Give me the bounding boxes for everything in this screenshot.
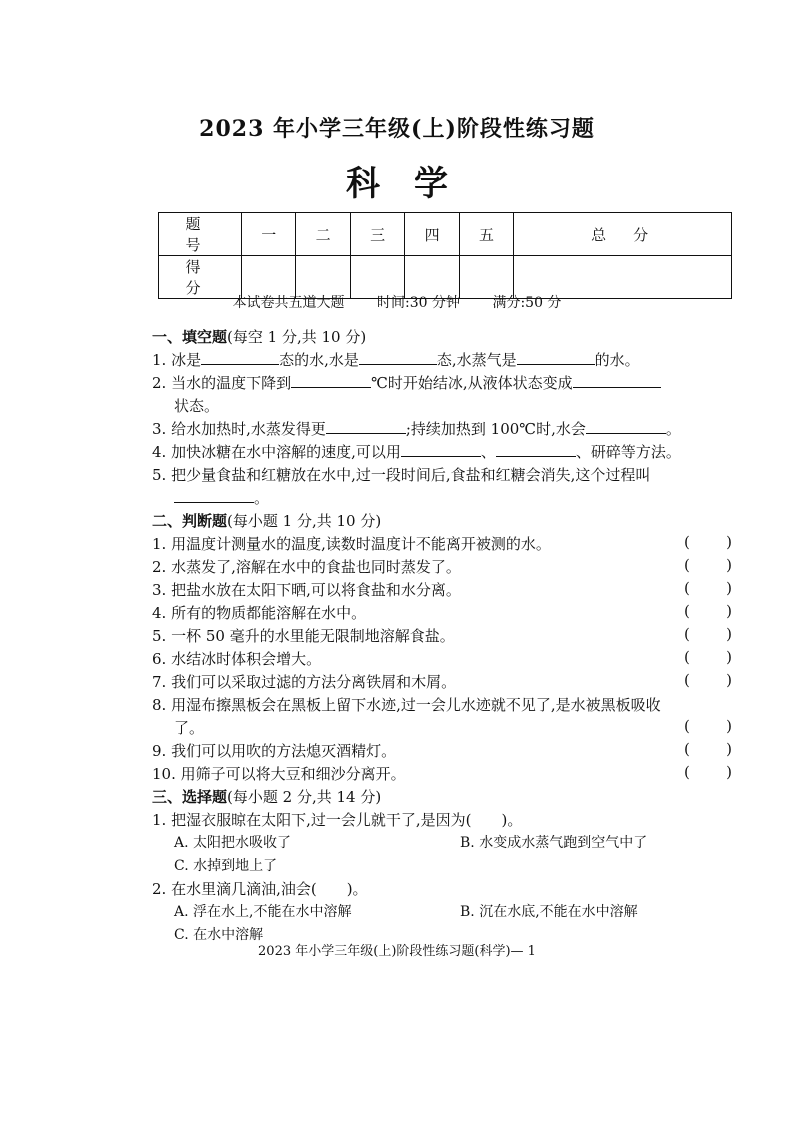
- section-1-title: 一、填空题: [152, 328, 228, 346]
- score-table-cell: 总 分: [514, 213, 732, 256]
- score-table-cell: 四: [405, 213, 459, 256]
- answer-parens[interactable]: ( ): [684, 763, 732, 781]
- judge-question-7: 7. 我们可以采取过滤的方法分离铁屑和木屑。: [152, 673, 457, 691]
- q-text: 。: [665, 420, 681, 438]
- choice-option-a[interactable]: A. 浮在水上,不能在水中溶解: [174, 904, 352, 920]
- answer-blank[interactable]: [401, 442, 481, 457]
- section-3-title: 三、选择题: [152, 788, 228, 806]
- choice-option-b[interactable]: B. 沉在水底,不能在水中溶解: [460, 904, 638, 920]
- choice-option-a[interactable]: A. 太阳把水吸收了: [174, 835, 292, 851]
- info-time: 时间:30 分钟: [377, 295, 460, 311]
- section-1-note: (每空 1 分,共 10 分): [227, 328, 367, 346]
- answer-blank[interactable]: [326, 419, 406, 434]
- answer-blank[interactable]: [586, 419, 666, 434]
- judge-question-2: 2. 水蒸发了,溶解在水中的食盐也同时蒸发了。: [152, 558, 461, 576]
- choice-question-2: 2. 在水里滴几滴油,油会( )。: [152, 880, 368, 898]
- answer-parens[interactable]: ( ): [684, 648, 732, 666]
- q-text: 1. 冰是: [152, 351, 202, 369]
- section-2-title: 二、判断题: [152, 512, 228, 530]
- score-table: [158, 212, 732, 299]
- exam-info: [0, 292, 794, 312]
- answer-parens[interactable]: ( ): [684, 717, 732, 735]
- score-table-header-row: [159, 213, 732, 256]
- answer-parens[interactable]: ( ): [684, 625, 732, 643]
- section-3-heading: [152, 786, 381, 807]
- page-footer: 2023 年小学三年级(上)阶段性练习题(科学)— 1: [258, 944, 536, 959]
- answer-blank[interactable]: [291, 373, 371, 388]
- section-1-heading: [152, 326, 366, 347]
- judge-question-8: 8. 用湿布擦黑板会在黑板上留下水迹,过一会儿水迹就不见了,是水被黑板吸收: [152, 696, 661, 714]
- judge-question-4: 4. 所有的物质都能溶解在水中。: [152, 604, 367, 622]
- choice-option-c[interactable]: C. 在水中溶解: [174, 927, 264, 943]
- answer-parens[interactable]: ( ): [684, 556, 732, 574]
- answer-parens[interactable]: ( ): [684, 671, 732, 689]
- q-text: 的水。: [594, 351, 640, 369]
- answer-blank[interactable]: [174, 488, 254, 503]
- answer-blank[interactable]: [359, 350, 437, 365]
- info-description: 本试卷共五道大题: [232, 295, 345, 311]
- fill-question-3: [152, 418, 681, 439]
- score-table-cell: 二: [296, 213, 350, 256]
- answer-parens[interactable]: ( ): [684, 533, 732, 551]
- choice-question-1: 1. 把湿衣服晾在太阳下,过一会儿就干了,是因为( )。: [152, 811, 523, 829]
- choice-option-c[interactable]: C. 水掉到地上了: [174, 858, 278, 874]
- q-text: 、研碎等方法。: [575, 443, 681, 461]
- section-2-heading: [152, 510, 381, 531]
- answer-blank[interactable]: [517, 350, 595, 365]
- answer-parens[interactable]: ( ): [684, 740, 732, 758]
- info-full-score: 满分:50 分: [492, 295, 562, 311]
- judge-question-10: 10. 用筛子可以将大豆和细沙分离开。: [152, 765, 406, 783]
- judge-question-6: 6. 水结冰时体积会增大。: [152, 650, 322, 668]
- answer-parens[interactable]: ( ): [684, 579, 732, 597]
- choice-option-b[interactable]: B. 水变成水蒸气跑到空气中了: [460, 835, 648, 851]
- exam-title: 2023 年小学三年级(上)阶段性练习题: [199, 116, 595, 142]
- judge-question-5: 5. 一杯 50 毫升的水里能无限制地溶解食盐。: [152, 627, 455, 645]
- subject-title: 科学: [346, 164, 482, 204]
- q-text: 2. 当水的温度下降到: [152, 374, 292, 392]
- fill-question-2: [152, 372, 661, 393]
- score-table-cell: 三: [350, 213, 404, 256]
- q-text: 。: [254, 489, 270, 507]
- fill-question-5-cont: [174, 487, 269, 508]
- score-table-cell: 五: [459, 213, 513, 256]
- fill-question-1: [152, 349, 640, 370]
- judge-question-1: 1. 用温度计测量水的温度,读数时温度计不能离开被测的水。: [152, 535, 551, 553]
- section-2-note: (每小题 1 分,共 10 分): [227, 512, 382, 530]
- score-table-cell: 一: [242, 213, 296, 256]
- score-table-cell: 题 号: [159, 213, 242, 256]
- judge-question-9: 9. 我们可以用吹的方法熄灭酒精灯。: [152, 742, 397, 760]
- q-text: 3. 给水加热时,水蒸发得更: [152, 420, 326, 438]
- answer-blank[interactable]: [201, 350, 279, 365]
- q-text: ℃时开始结冰,从液体状态变成: [371, 374, 573, 392]
- section-3-note: (每小题 2 分,共 14 分): [227, 788, 382, 806]
- q-text: 4. 加快冰糖在水中溶解的速度,可以用: [152, 443, 401, 461]
- judge-question-3: 3. 把盐水放在太阳下晒,可以将食盐和水分离。: [152, 581, 461, 599]
- q-text: 、: [480, 443, 496, 461]
- answer-parens[interactable]: ( ): [684, 602, 732, 620]
- fill-question-4: [152, 441, 681, 462]
- q-text: 态的水,水是: [279, 351, 359, 369]
- fill-question-5: 5. 把少量食盐和红糖放在水中,过一段时间后,食盐和红糖会消失,这个过程叫: [152, 466, 651, 484]
- answer-blank[interactable]: [496, 442, 576, 457]
- fill-question-2-cont: 状态。: [174, 397, 220, 415]
- q-text: ;持续加热到 100℃时,水会: [405, 420, 586, 438]
- q-text: 态,水蒸气是: [436, 351, 517, 369]
- judge-question-8-cont: 了。: [174, 719, 205, 737]
- score-table-cell: 得 分: [159, 256, 242, 299]
- answer-blank[interactable]: [573, 373, 661, 388]
